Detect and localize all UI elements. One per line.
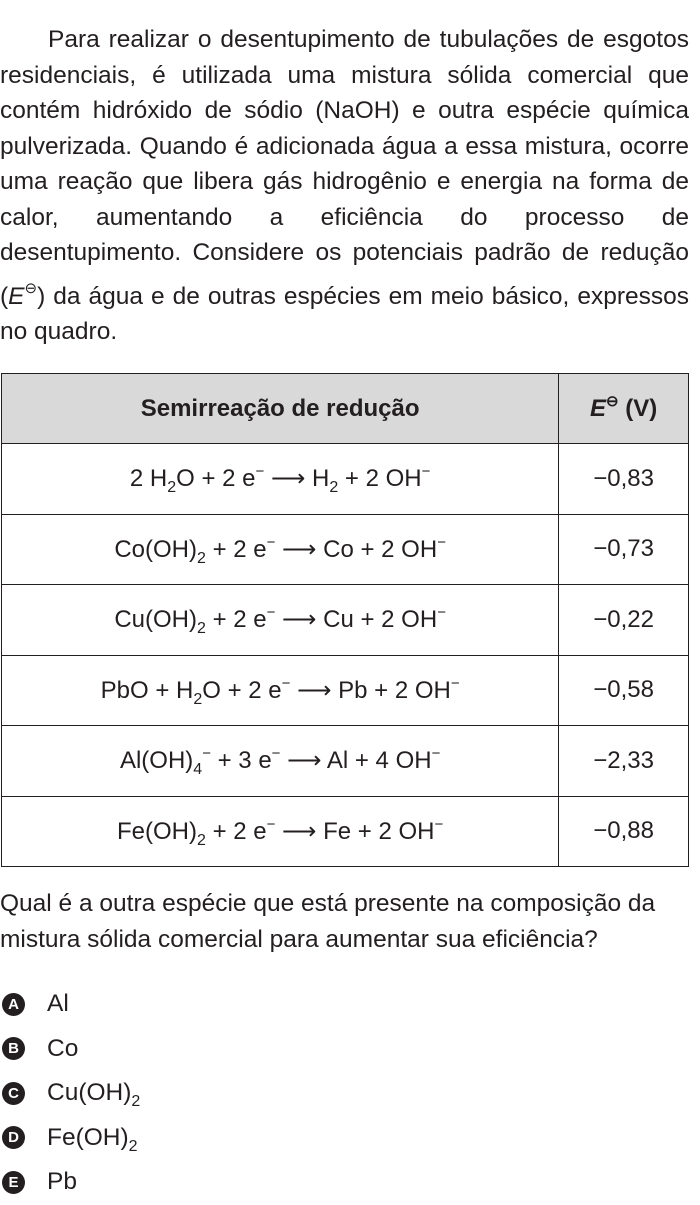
option-d[interactable]	[0, 1116, 400, 1161]
header-potential-sup: ⊖	[606, 392, 619, 410]
standard-state-sup: ⊖	[24, 279, 38, 297]
header-potential	[559, 374, 689, 444]
option-e[interactable]	[0, 1160, 400, 1205]
intro-text-after: ) da água e de outras espécies em meio básico, expressos no quadro.	[0, 282, 689, 345]
potential-symbol: E	[8, 282, 25, 310]
reaction-cell: PbO + $H_2O + 2$ e− ⟶ Pb + 2 OH−	[2, 655, 559, 726]
option-letter-badge: D	[2, 1126, 25, 1149]
table-row	[2, 514, 689, 585]
reaction-cell: 2 $H_2O + 2$ e− ⟶ $H_2 + 2$ OH−	[2, 444, 559, 515]
table-row	[2, 444, 689, 515]
header-potential-unit: (V)	[618, 394, 658, 422]
potential-cell: −0,88	[559, 796, 689, 867]
table-row	[2, 726, 689, 797]
reaction-cell: $Fe(OH)_2 + 2$ e− ⟶ Fe + 2 OH−	[2, 796, 559, 867]
option-letter-badge: C	[2, 1082, 25, 1105]
answer-options	[0, 982, 400, 1205]
potential-cell: −0,58	[559, 655, 689, 726]
potential-cell: −0,22	[559, 585, 689, 656]
option-letter-badge: B	[2, 1037, 25, 1060]
option-label: Co	[47, 1034, 79, 1062]
option-a[interactable]	[0, 982, 400, 1027]
potential-cell: −0,83	[559, 444, 689, 515]
option-label: Pb	[47, 1168, 77, 1196]
option-label: $Fe(OH)_2$	[47, 1123, 138, 1155]
potential-cell: −0,73	[559, 514, 689, 585]
option-b[interactable]	[0, 1027, 400, 1072]
option-c[interactable]	[0, 1071, 400, 1116]
table-row	[2, 585, 689, 656]
question-text: Qual é a outra espécie que está presente na composição da mistura sólida comercial para aumentar sua eficiência?	[0, 890, 656, 953]
option-label: Al	[47, 990, 69, 1018]
table-header-row	[2, 374, 689, 444]
option-letter-badge: A	[2, 993, 25, 1016]
table-row	[2, 655, 689, 726]
reaction-cell: $Al(OH)_4^- + 3$ e− ⟶ Al + 4 OH−	[2, 726, 559, 797]
header-reaction: Semirreação de redução	[2, 374, 559, 444]
reaction-cell: $Cu(OH)_2 + 2$ e− ⟶ Cu + 2 OH−	[2, 585, 559, 656]
intro-text-before: Para realizar o desentupimento de tubulações de esgotos residenciais, é utilizada uma mistura sólida comercial que contém hidróxido de sódio (NaOH) e outra espécie química pulverizada. Quando é adicionada água a essa mistura, ocorre uma reação que libera gás hidrogênio e energia na forma de calor, aumentando a eficiência do processo de desentupimento. Considere os potenciais padrão de redução (	[0, 26, 689, 310]
header-potential-symbol: E	[590, 394, 607, 422]
potentials-table	[1, 373, 689, 867]
table-row	[2, 796, 689, 867]
option-letter-badge: E	[2, 1171, 25, 1194]
reaction-cell: $Co(OH)_2 + 2$ e− ⟶ Co + 2 OH−	[2, 514, 559, 585]
potential-cell: −2,33	[559, 726, 689, 797]
intro-paragraph	[0, 22, 689, 350]
option-label: $Cu(OH)_2$	[47, 1079, 141, 1111]
